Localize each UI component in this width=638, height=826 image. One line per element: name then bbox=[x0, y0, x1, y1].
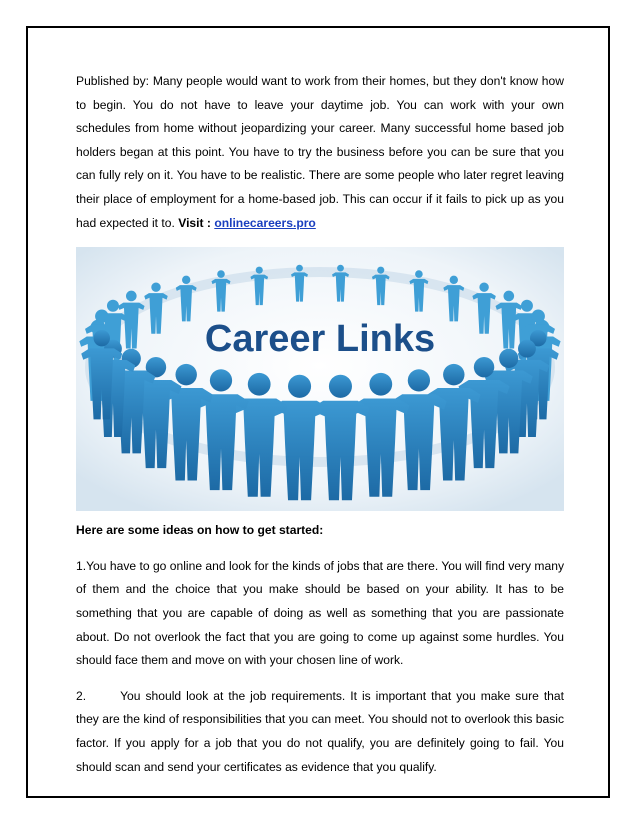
section-heading: Here are some ideas on how to get started: bbox=[76, 523, 324, 538]
intro-paragraph bbox=[76, 70, 564, 235]
list-item-1: 1.You have to go online and look for the kinds of jobs that are there. You will find very many of them and the choice that you make should be based on your ability. It has to be something that you are capable of doing as well as something that you are passionate about. Do not overlook the fact that you are going to come up against some hurdles. You should face them and move on with your chosen line of work. bbox=[76, 558, 564, 668]
career-links-image bbox=[76, 247, 564, 511]
list-item-2-text: You should look at the job requirements. It is important that you make sure that they are the kind of responsibilities that you can meet. You should not to overlook this basic factor. If you apply for a job that you do not qualify, you are definitely going to fail. You should scan and send your certificates as evidence that you qualify. bbox=[76, 688, 564, 774]
intro-text: Published by: Many people would want to work from their homes, but they don't know how to begin. You do not have to leave your daytime job. You can work with your own schedules from home without jeopardizing your career. Many successful home based job holders began at this point. You have to try the business before you can be sure that you can fully rely on it. You have to be realistic. There are some people who later regret leaving their place of employment for a home-based job. This can occur if it fails to pick up as you had expected it to. bbox=[76, 74, 564, 230]
list-item-2-number: 2. bbox=[76, 688, 87, 703]
onlinecareers-link[interactable]: onlinecareers.pro bbox=[214, 215, 316, 230]
list-item-2 bbox=[76, 685, 564, 779]
visit-label: Visit : bbox=[178, 215, 211, 230]
document-body bbox=[76, 70, 564, 779]
career-links-title: Career Links bbox=[204, 318, 436, 361]
